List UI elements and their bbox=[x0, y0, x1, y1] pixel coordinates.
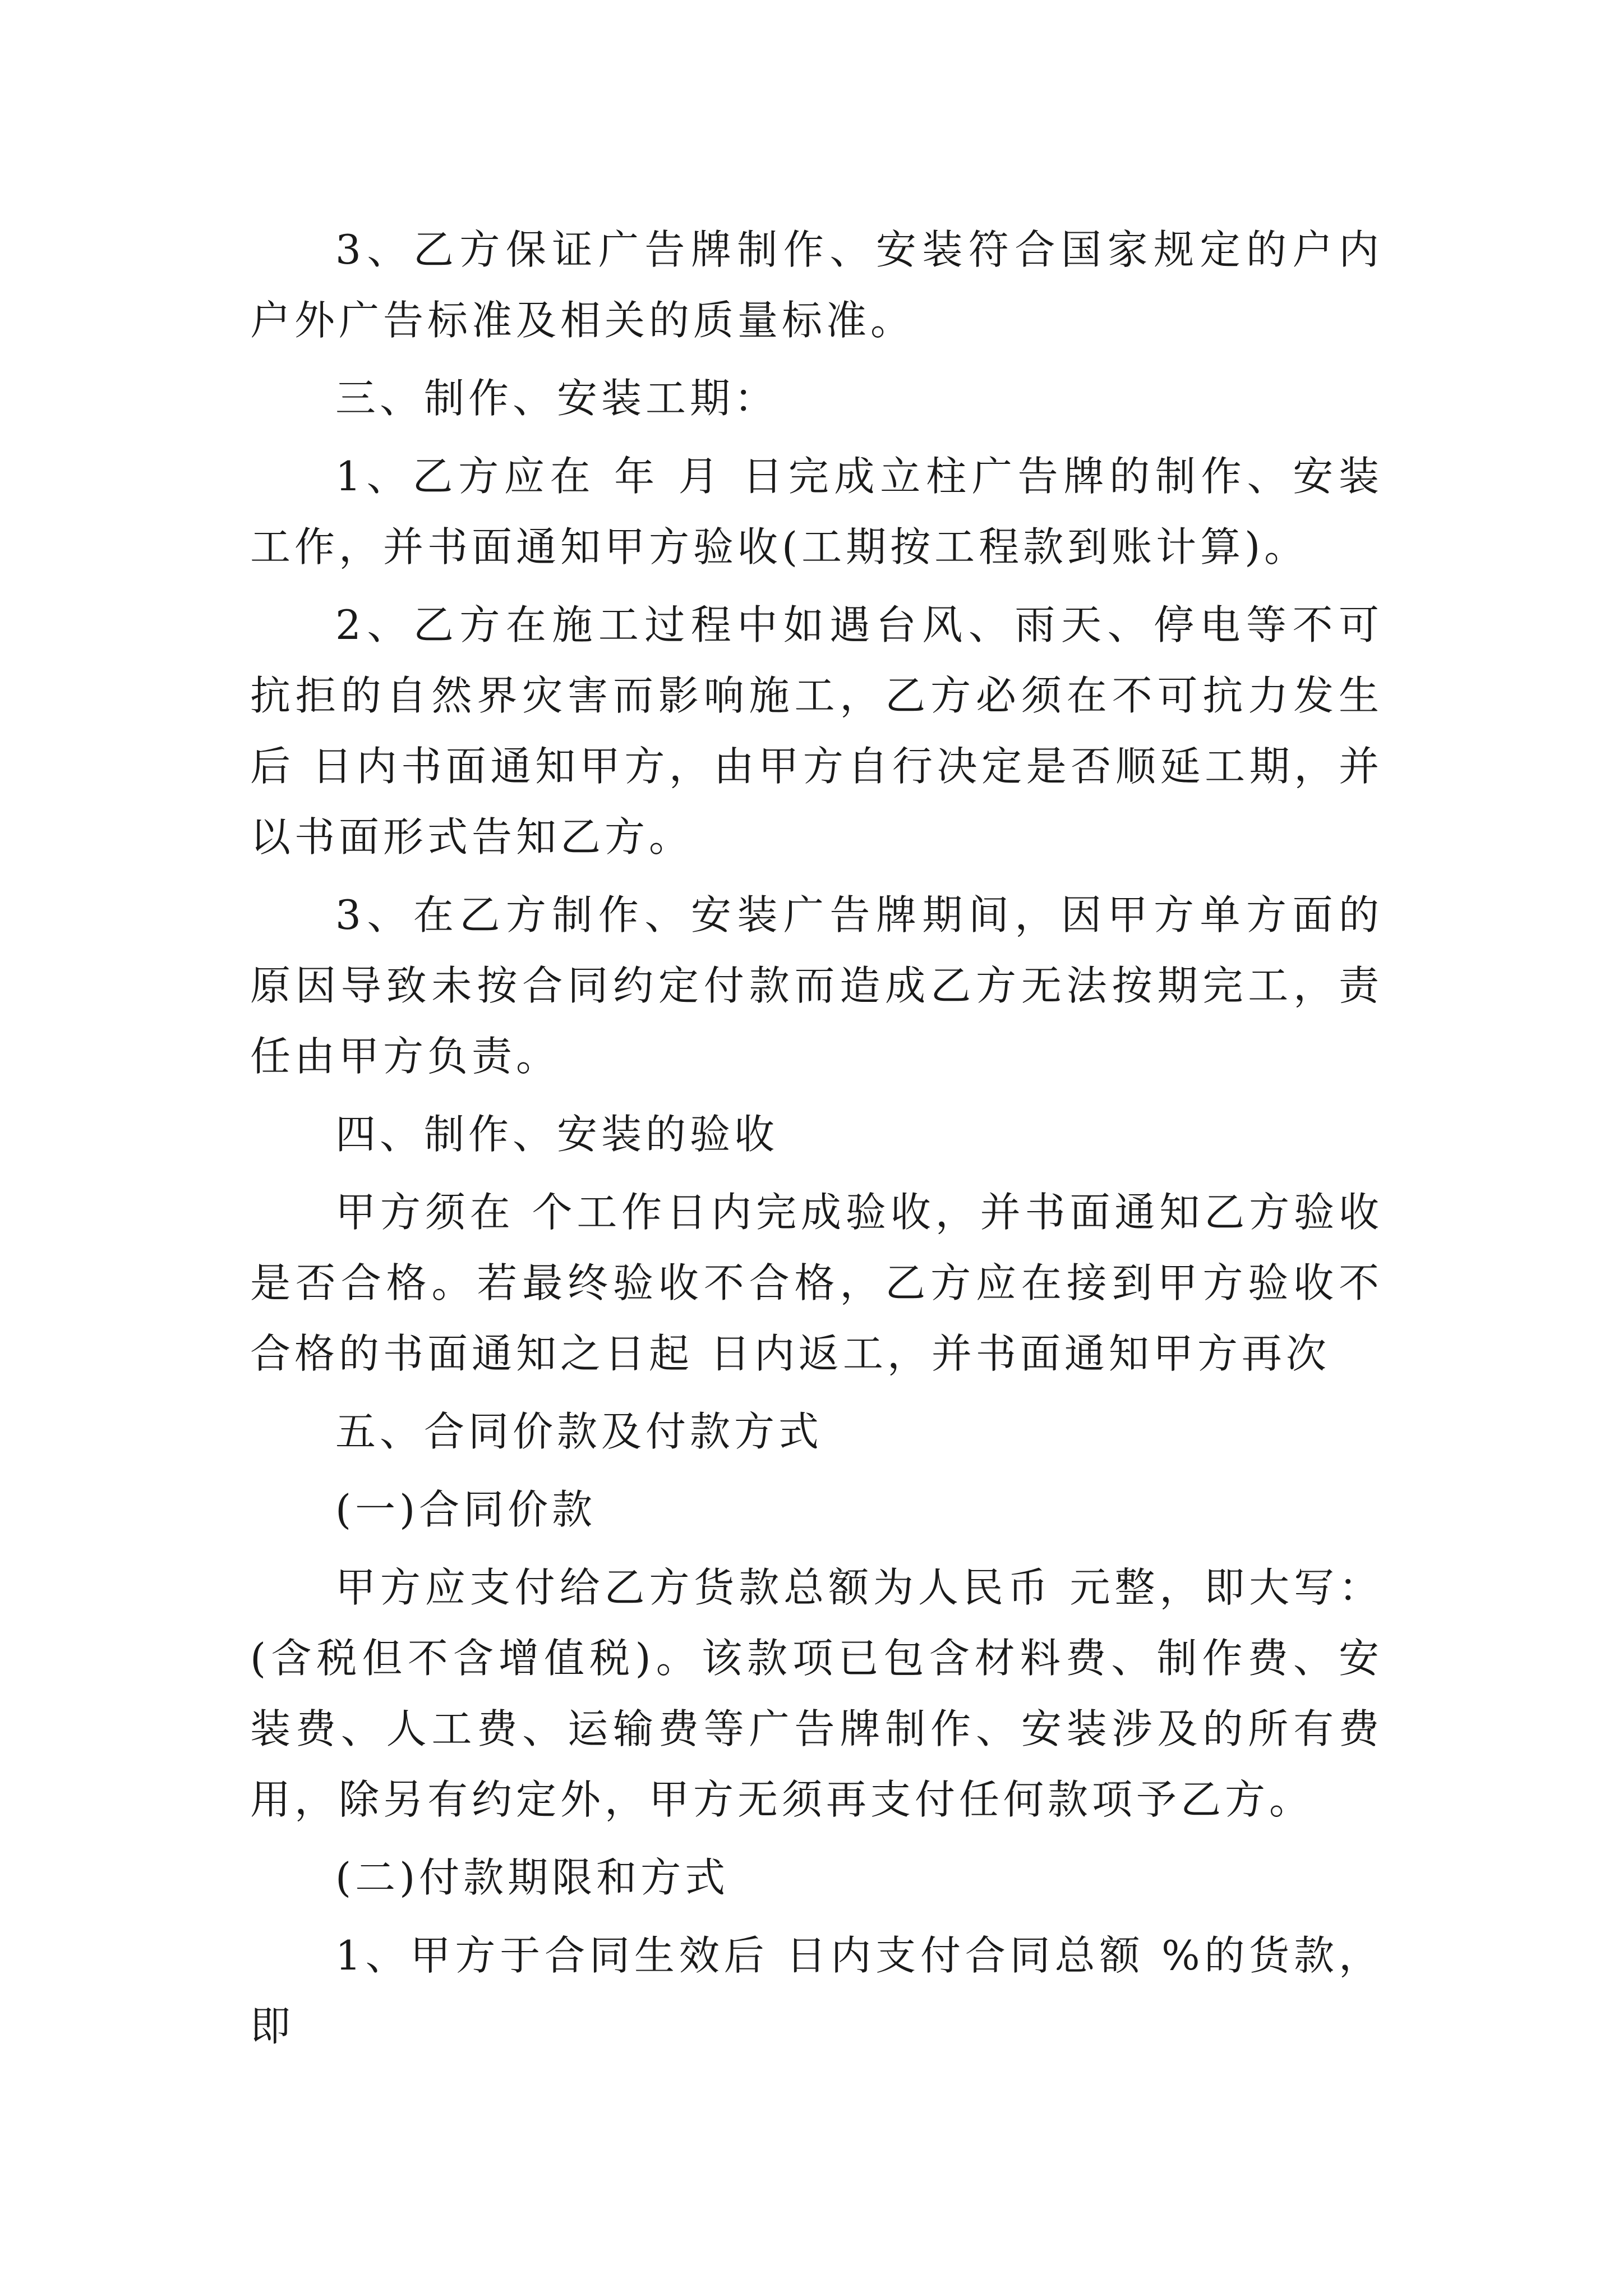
clause-5-1-contract-price: 甲方应支付给乙方货款总额为人民币 元整，即大写：(含税但不含增值税)。该款项已包含材料费、制作费、安装费、人工费、运输费等广告牌制作、安装涉及的所有费用，除另有约定外，甲方无须再支付任何款项予乙方。 bbox=[250, 1564, 1383, 1823]
subsection-5-1-heading: (一)合同价款 bbox=[335, 1486, 597, 1533]
clause-2-3-quality-standard: 3、乙方保证广告牌制作、安装符合国家规定的户内户外广告标准及相关的质量标准。 bbox=[250, 226, 1383, 344]
clause-5-2-1-first-payment: 1、甲方于合同生效后 日内支付合同总额 %的货款，即 bbox=[250, 1932, 1383, 2050]
clause-4-acceptance: 甲方须在 个工作日内完成验收，并书面通知乙方验收是否合格。若最终验收不合格，乙方应在接到甲方验收不合格的书面通知之日起 日内返工，并书面通知甲方再次 bbox=[250, 1189, 1383, 1377]
section-3-heading: 三、制作、安装工期： bbox=[335, 375, 779, 422]
clause-3-3-payment-delay: 3、在乙方制作、安装广告牌期间，因甲方单方面的原因导致未按合同约定付款而造成乙方无法按期完工，责任由甲方负责。 bbox=[250, 891, 1383, 1080]
document-body bbox=[250, 214, 1383, 2069]
clause-3-2-force-majeure: 2、乙方在施工过程中如遇台风、雨天、停电等不可抗拒的自然界灾害而影响施工，乙方必须在不可抗力发生后 日内书面通知甲方，由甲方自行决定是否顺延工期，并以书面形式告知乙方。 bbox=[250, 601, 1383, 861]
section-5-heading: 五、合同价款及付款方式 bbox=[335, 1408, 823, 1455]
section-4-heading: 四、制作、安装的验收 bbox=[335, 1111, 779, 1158]
subsection-5-2-heading: (二)付款期限和方式 bbox=[335, 1854, 730, 1901]
clause-3-1-completion-date: 1、乙方应在 年 月 日完成立柱广告牌的制作、安装工作，并书面通知甲方验收(工期按工程款到账计算)。 bbox=[250, 453, 1383, 570]
